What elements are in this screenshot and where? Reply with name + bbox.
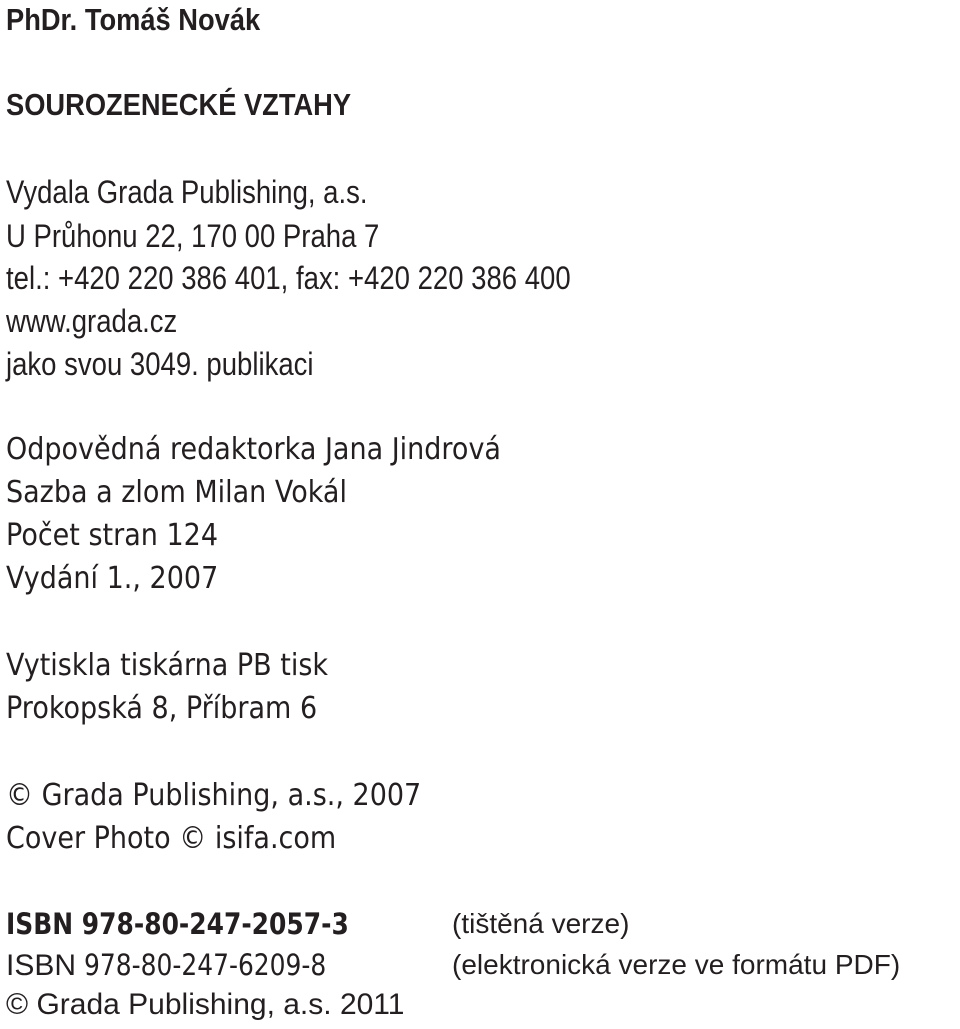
- publisher-line: Vydala Grada Publishing, a.s.: [6, 174, 368, 210]
- author-name: PhDr. Tomáš Novák: [6, 2, 261, 37]
- edition-info: Vydání 1., 2007: [6, 561, 219, 596]
- printer-address: Prokopská 8, Příbram 6: [6, 691, 318, 726]
- publication-number: jako svou 3049. publikaci: [6, 346, 314, 382]
- printer-name: Vytiskla tiskárna PB tisk: [6, 648, 329, 683]
- isbn-pdf-note: (elektronická verze ve formátu PDF): [452, 949, 901, 980]
- editor-credit: Odpovědná redaktorka Jana Jindrová: [6, 432, 501, 467]
- publisher-copyright: © Grada Publishing, a.s., 2007: [6, 778, 422, 813]
- typesetting-credit: Sazba a zlom Milan Vokál: [6, 475, 347, 510]
- page-count: Počet stran 124: [6, 518, 218, 553]
- book-title: SOUROZENECKÉ VZTAHY: [6, 87, 352, 122]
- cover-photo-credit: Cover Photo © isifa.com: [6, 821, 337, 856]
- publisher-web: www.grada.cz: [6, 303, 178, 339]
- isbn-print: ISBN 978-80-247-2057-3: [6, 907, 349, 941]
- isbn-pdf: [6, 948, 366, 982]
- pdf-copyright: © Grada Publishing, a.s. 2011: [6, 988, 405, 1021]
- isbn-pdf-label: ISBN: [6, 949, 77, 982]
- isbn-print-note: (tištěná verze): [452, 908, 630, 939]
- publisher-address: U Průhonu 22, 170 00 Praha 7: [6, 218, 380, 254]
- publisher-contact: tel.: +420 220 386 401, fax: +420 220 386 400: [6, 260, 571, 296]
- isbn-pdf-number: 978-80-247-6209-8: [84, 948, 327, 982]
